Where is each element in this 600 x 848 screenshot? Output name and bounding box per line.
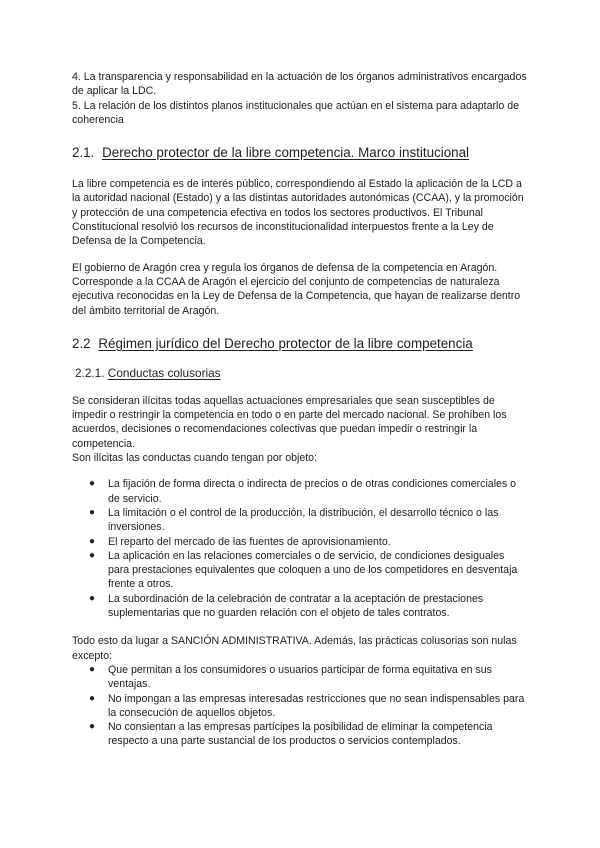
list-item: ● La limitación o el control de la producción, la distribución, el desarrollo técnico o las inversiones.	[89, 506, 499, 534]
heading-2-2-title: Régimen jurídico del Derecho protector de la libre competencia	[98, 335, 473, 351]
paragraph-ilicitas: Se consideran ilícitas todas aquellas actuaciones empresariales que sean susceptibles de impedir o restringir la competencia en todo o en parte del mercado nacional. Se prohíben los acuerdos, decisiones o recomendaciones colectivas que puedan impedir o restringir la competencia.	[72, 394, 507, 450]
bullet-icon: ●	[89, 592, 96, 604]
paragraph-sancion: Todo esto da lugar a SANCIÓN ADMINISTRATIVA. Además, las prácticas colusorias son nulas excepto:	[72, 635, 517, 662]
list-item: ● No impongan a las empresas interesadas restricciones que no sean indispensables para la consecución de aquellos objetos.	[89, 692, 525, 719]
bullet-list-excepciones	[72, 663, 528, 749]
heading-2-2-1	[75, 366, 528, 381]
bullet-list-conductas	[72, 477, 528, 620]
list-item: ● Que permitan a los consumidores o usuarios participar de forma equitativa en sus ventajas.	[89, 663, 492, 691]
intro-item-4: 4. La transparencia y responsabilidad en la actuación de los órganos administrativos encargados de aplicar la LDC.	[72, 71, 527, 98]
document-page	[72, 70, 528, 749]
heading-2-2-number: 2.2	[72, 335, 91, 351]
heading-2-2-1-number: 2.2.1.	[75, 365, 105, 380]
list-item: ● La subordinación de la celebración de contratar a la aceptación de prestaciones suplementarias que no guarden relación con el objeto de tales contratos.	[89, 592, 484, 620]
bullet-icon: ●	[89, 721, 96, 733]
bullet-icon: ●	[89, 663, 96, 675]
heading-2-2	[72, 335, 528, 352]
bullet-icon: ●	[89, 535, 96, 547]
heading-2-1-title: Derecho protector de la libre competencia. Marco institucional	[102, 145, 470, 161]
list-item: ● No consientan a las empresas partícipes la posibilidad de eliminar la competencia respecto a una parte sustancial de los productos o servicios contemplados.	[89, 721, 493, 748]
paragraph-gobierno-aragon: El gobierno de Aragón crea y regula los órganos de defensa de la competencia en Aragón. Corresponde a la CCAA de Aragón el ejercicio del conjunto de competencias de naturaleza ejecutiva reconocidas en la Ley de Defensa de la Competencia, que hayan de realizarse dentro del ámbito territorial de Aragón.	[72, 261, 521, 317]
heading-2-1	[72, 144, 528, 161]
bullet-icon: ●	[89, 506, 96, 518]
bullet-icon: ●	[89, 549, 96, 561]
heading-2-2-1-title: Conductas colusorias	[107, 365, 221, 380]
heading-2-1-number: 2.1.	[72, 145, 95, 161]
intro-item-5: 5. La relación de los distintos planos institucionales que actúan en el sistema para adaptarlo de coherencia	[72, 99, 519, 126]
list-item: ● La fijación de forma directa o indirecta de precios o de otras condiciones comerciales o de servicio.	[89, 478, 517, 505]
paragraph-libre-competencia: La libre competencia es de interés público, correspondiendo al Estado la aplicación de la LCD a la autoridad nacional (Estado) y a las distintas autoridades autonómicas (CCAA), y la promoción y protección de una competencia efectiva en todos los sectores productivos. El Tribunal Constitucional resolvió los recursos de inconstitucionalidad interpuestos frente a la Ley de Defensa de la Competencia.	[72, 178, 524, 248]
paragraph-objeto: Son ilícitas las conductas cuando tengan por objeto:	[72, 452, 317, 465]
list-item: ● El reparto del mercado de las fuentes de aprovisionamiento.	[89, 535, 391, 548]
bullet-icon: ●	[89, 692, 96, 704]
bullet-icon: ●	[89, 478, 96, 490]
list-item: ● La aplicación en las relaciones comerciales o de servicio, de condiciones desiguales para prestaciones equivalentes que coloquen a uno de los competidores en desventaja frente a otros.	[89, 549, 518, 591]
